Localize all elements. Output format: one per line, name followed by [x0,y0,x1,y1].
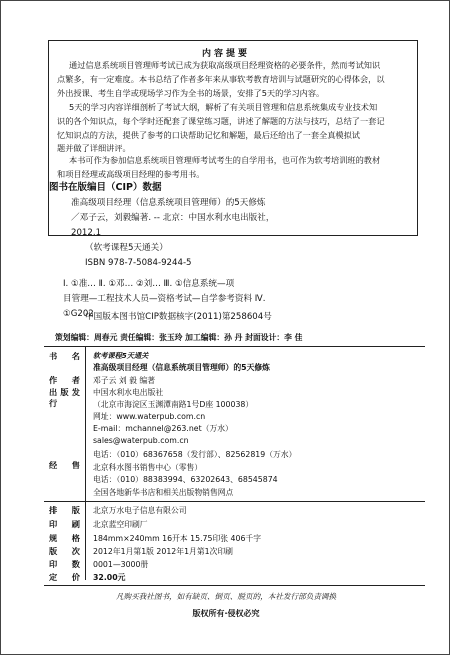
cip-line: ／邓子云，刘毅编著. -- 北京：中国水利水电出版社， [71,213,275,223]
text-line: 全国各地新华书店和相关出版物销售网点 [93,487,234,497]
text-line: 通过信息系统项目管理师考试已成为获取高级项目经理资格的必要条件，然而考试知识 [69,60,381,70]
value-print-run: 0001—3000册 [93,560,149,569]
value-author: 邓子云 刘 毅 编著 [93,376,156,385]
value-publisher [93,387,253,447]
abstract-paragraph-3 [57,154,412,182]
info-table-top-rule [44,346,425,347]
cip-line: 2012.1 [71,228,102,238]
info-table-divider [85,346,86,580]
info-table-middle-rule [44,501,425,502]
value-title [93,350,270,374]
text-line: 5天的学习内容详细剖析了考试大纲，解析了有关项目管理和信息系统集成专业技术知 [69,102,378,112]
abstract-title: 内容提要 [201,49,250,59]
cip-line: 目管理—工程技术人员—资格考试—自学参考资料 Ⅳ. [63,294,266,304]
text-line: sales@waterpub.com.cn [93,436,189,445]
copyright-notice: 版权所有·侵权必究 [192,609,260,618]
cip-line: ISBN 978-7-5084-9244-5 [85,258,192,268]
cip-line: （软考课程5天通关） [85,243,168,253]
cip-line: 准高级项目经理（信息系统项目管理师）的5天修炼 [71,198,266,208]
text-line: 中国水利水电出版社 [93,388,164,397]
text-line: 本书可作为参加信息系统项目管理师考试考生的自学用书，也可作为软考培训班的教材 [69,155,381,165]
value-edition: 2012年1月第1版 2012年1月第1次印刷 [93,547,233,556]
book-title: 准高级项目经理（信息系统项目管理师）的5天修炼 [93,363,270,372]
replacement-notice: 凡购买我社图书，如有缺页、倒页、脱页的，本社发行部负责调换 [115,592,337,601]
text-line: 北京科水图书销售中心（零售） [93,462,203,472]
value-printing: 北京蓝空印刷厂 [93,520,148,529]
text-line: 电话：（010）88383994、63202643、68545874 [93,475,278,484]
text-line: 和项目经理或高级项目经理的参考用书。 [57,168,205,179]
text-line: 外出授课、考生自学或现场学习作为全书的场景，安排了5天的学习内容。 [57,87,325,98]
cip-line: Ⅰ. ①准… Ⅱ. ①邓… ②刘… Ⅲ. ①信息系统—项 [63,279,235,289]
text-line: （北京市海淀区玉渊潭南路1号D座 100038） [93,400,254,409]
label-specification: 规格 [49,533,81,543]
abstract-paragraph-1 [57,59,412,100]
text-line: 点繁多，有一定难度。本书总结了作者多年来从事软考教育培训与试题研究的心得体会，以 [57,73,385,84]
label-edition: 版次 [49,546,81,556]
cip-heading: 图书在版编目（CIP）数据 [49,182,162,193]
cip-block [63,196,275,322]
value-distribution [93,449,296,499]
label-title: 书名 [49,351,81,361]
value-typesetting: 北京万水电子信息有限公司 [93,506,187,515]
staff-credits: 策划编辑：周春元 责任编辑：张玉玲 加工编辑：孙 丹 封面设计：李 佳 [55,333,303,342]
text-line: 识的各个知识点，每个学时还配套了课堂练习题，讲述了解题的方法与技巧，总结了一套记 [57,115,385,126]
text-line: 电话：（010）68367658（发行部）、82562819（万水） [93,450,297,459]
value-specification: 184mm×240mm 16开本 15.75印张 406千字 [93,534,262,543]
text-line: 忆知识点的方法，提供了参考的口诀帮助记忆和解题，最后还给出了一套全真模拟试 [57,129,360,140]
text-line: 题并做了详细讲评。 [57,143,131,154]
abstract-paragraph-2 [57,101,412,156]
label-publisher: 出版发行 [49,387,81,408]
label-typesetting: 排版 [49,505,81,515]
info-table-bottom-rule [44,585,425,586]
value-price: 32.00元 [93,573,126,582]
cip-core-data: 中国版本图书馆CIP数据核字(2011)第258604号 [85,312,272,322]
label-author: 作者 [49,375,81,385]
label-price: 定价 [49,572,81,582]
label-printing: 印刷 [49,519,81,529]
label-distribution: 经售 [49,460,81,470]
label-print-run: 印数 [49,559,81,569]
cip-line: ①G202 [63,309,94,319]
series-name: 软考课程5天通关 [93,351,149,360]
text-line: E-mail：mchannel@263.net（万水） [93,424,233,433]
text-line: 网址：www.waterpub.com.cn [93,412,206,421]
